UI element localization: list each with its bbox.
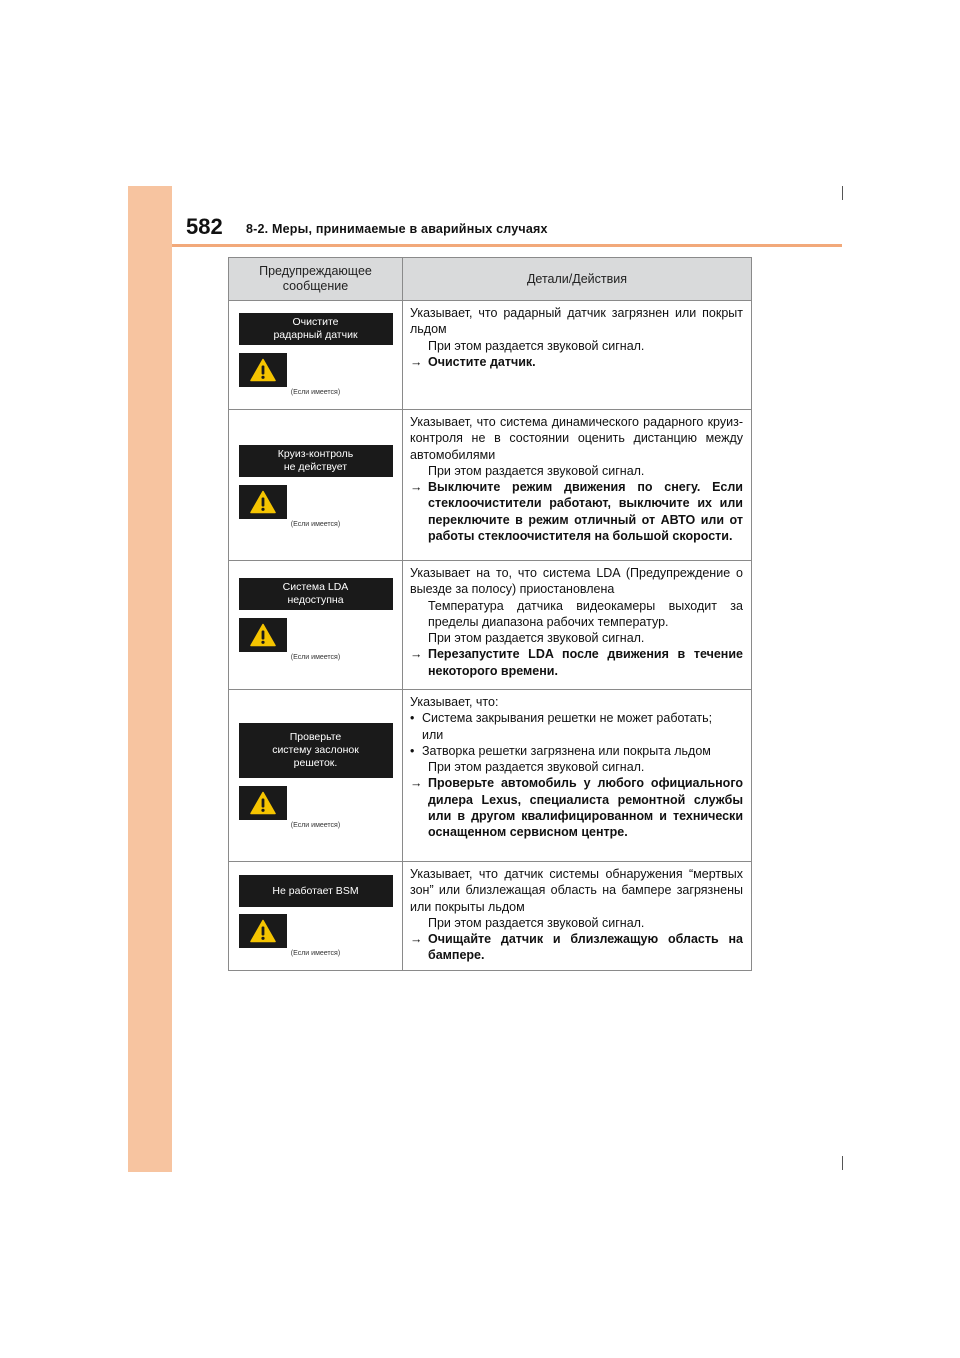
warning-triangle-icon (239, 353, 287, 387)
action-instruction (410, 479, 743, 544)
action-text: Проверьте автомобиль у любого официального дилера Lexus, специалиста ремонтной службы или в другом квалифицированном и технически оснащенном сервисном центре. (428, 776, 743, 840)
arrow-icon: → (410, 354, 423, 369)
note-text: При этом раздается звуковой сигнал. (428, 760, 645, 775)
table-row (229, 862, 752, 971)
note-text: При этом раздается звуковой сигнал. (428, 463, 645, 478)
description-text: Указывает, что система динамического радарного круиз-контроля не в состоянии оценить дистанцию между автомобилями (410, 415, 743, 462)
header-details-actions: Детали/Действия (403, 258, 752, 301)
description-text: Указывает, что: (410, 695, 499, 709)
bullet-icon: • (410, 711, 415, 726)
warning-display-cell (229, 301, 403, 410)
bullet-text: Затворка решетки загрязнена или покрыта льдом (422, 743, 711, 758)
crop-mark-top (842, 186, 843, 200)
description-text: Указывает, что датчик системы обнаружения “мертвых зон” или близлежащая область на бампере загрязнены или покрыты льдом (410, 867, 743, 914)
header-rule (172, 244, 842, 247)
if-equipped-note: (Если имеется) (290, 521, 341, 528)
if-equipped-note: (Если имеется) (290, 654, 341, 661)
if-equipped-note: (Если имеется) (290, 822, 341, 829)
header-warning-message: Предупреждающее сообщение (229, 258, 403, 301)
description-text: Указывает, что радарный датчик загрязнен или покрыт льдом (410, 306, 743, 337)
action-instruction (410, 646, 743, 679)
if-equipped-note: (Если имеется) (290, 950, 341, 957)
arrow-icon: → (410, 776, 423, 791)
warning-display-cell (229, 561, 403, 690)
table-row (229, 690, 752, 862)
bullet-continuation: или (422, 727, 444, 742)
warning-message-display (239, 313, 393, 345)
section-title: 8-2. Меры, принимаемые в аварийных случаях (246, 222, 548, 236)
crop-mark-bottom (842, 1156, 843, 1170)
warning-message-display (239, 578, 393, 610)
table-row (229, 410, 752, 561)
bullet-icon: • (410, 743, 415, 758)
warning-message-display (239, 445, 393, 477)
warning-message-line: Круиз-контроль (277, 448, 354, 460)
action-instruction (410, 775, 743, 840)
action-text: Перезапустите LDA после движения в течение некоторого времени. (428, 647, 743, 678)
bullet-item (410, 743, 743, 759)
action-instruction (410, 354, 743, 370)
bullet-item (410, 710, 743, 726)
action-text: Очистите датчик. (428, 354, 536, 369)
warning-message-line: Очистите (292, 316, 339, 328)
details-cell (403, 862, 752, 971)
warning-triangle-icon (239, 786, 287, 820)
warning-display-cell (229, 690, 403, 862)
warning-messages-table (228, 257, 752, 971)
warning-message-line: Система LDA (282, 581, 349, 593)
warning-message-line: Не работает BSM (272, 884, 359, 897)
arrow-icon: → (410, 932, 423, 947)
warning-message-line: радарный датчик (273, 329, 358, 341)
warning-message-line: Проверьте (289, 731, 342, 743)
warning-message-line: решеток. (293, 757, 338, 769)
warning-message-line: недоступна (287, 594, 344, 606)
warning-message-line: систему заслонок (272, 744, 359, 756)
action-text: Выключите режим движения по снегу. Если стеклоочистители работают, выключите их или переключите в режим отличный от АВТО или от работы стеклоочистителя на большой скорости. (428, 480, 743, 544)
table-row (229, 561, 752, 690)
arrow-icon: → (410, 647, 423, 662)
note-text: При этом раздается звуковой сигнал. (428, 915, 645, 930)
page-number: 582 (186, 214, 223, 239)
warning-message-display (239, 875, 393, 907)
note-text: При этом раздается звуковой сигнал. (428, 338, 645, 353)
note-text: Температура датчика видеокамеры выходит за пределы диапазона рабочих температур. (428, 598, 743, 629)
warning-display-cell (229, 410, 403, 561)
table-header-row (229, 258, 752, 301)
chapter-side-strip (128, 186, 172, 1172)
warning-message-display (239, 723, 393, 778)
warning-triangle-icon (239, 485, 287, 519)
details-cell (403, 301, 752, 410)
warning-triangle-icon (239, 914, 287, 948)
arrow-icon: → (410, 480, 423, 495)
table-row (229, 301, 752, 410)
details-cell (403, 690, 752, 862)
action-text: Очищайте датчик и близлежащую область на бампере. (428, 932, 743, 963)
action-instruction (410, 931, 743, 964)
details-cell (403, 410, 752, 561)
warning-display-cell (229, 862, 403, 971)
description-text: Указывает на то, что система LDA (Предупреждение о выезде за полосу) приостановлена (410, 566, 743, 597)
if-equipped-note: (Если имеется) (290, 389, 341, 396)
note-text: При этом раздается звуковой сигнал. (428, 631, 645, 646)
warning-triangle-icon (239, 618, 287, 652)
bullet-text: Система закрывания решетки не может работать; (422, 711, 713, 726)
details-cell (403, 561, 752, 690)
warning-message-line: не действует (283, 461, 348, 473)
